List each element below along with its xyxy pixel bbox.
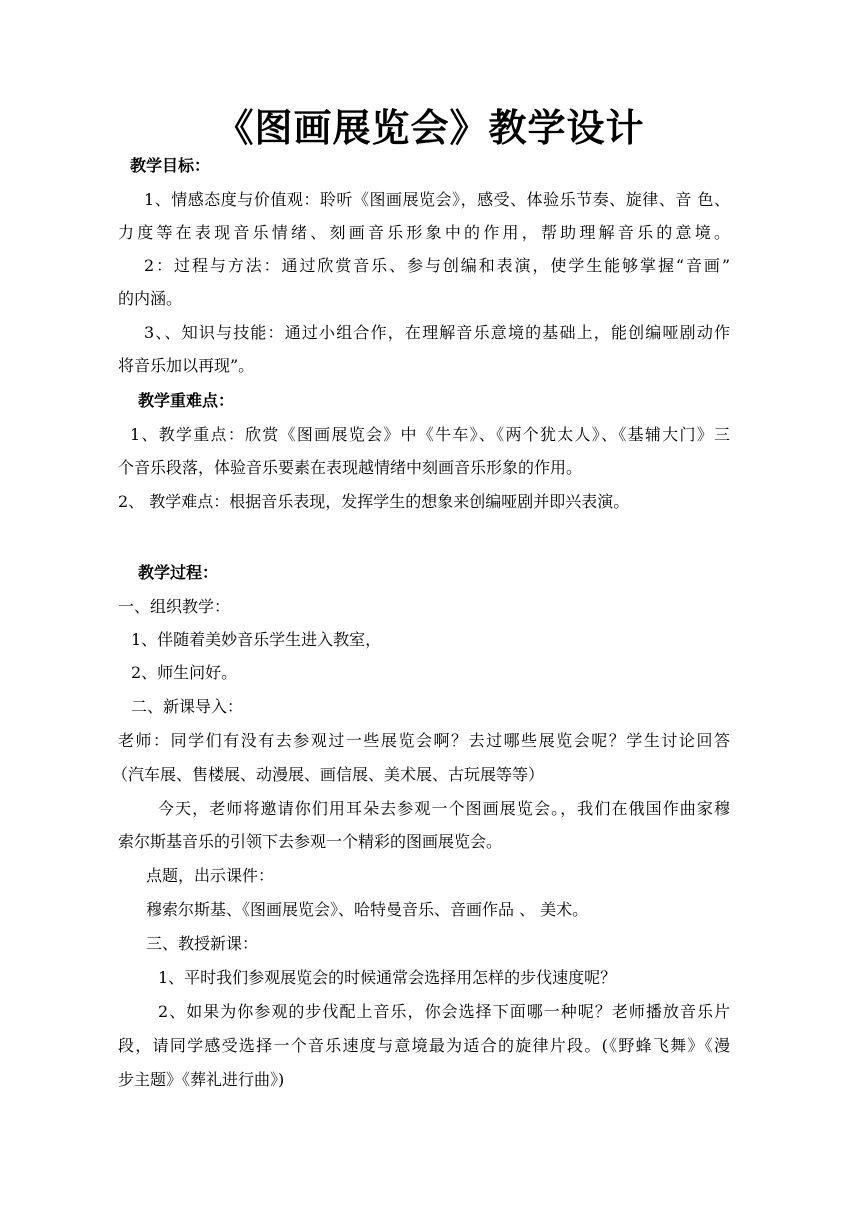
teach-item-2-line-1: 2、如果为你参观的步伐配上音乐，你会选择下面哪一种呢？老师播放音乐片 (158, 1002, 730, 1021)
section-intro-heading: 二、新课导入： (131, 697, 244, 716)
goal-3-line-2: 将音乐加以再现”。 (118, 356, 255, 375)
goal-3-line-1: 3、、知识与技能：通过小组合作，在理解音乐意境的基础上，能创编哑剧动作 (144, 323, 730, 342)
goal-1-line-1: 1、情感态度与价值观：聆听《图画展览会》，感受、体验乐节奏、旋律、音 色、 (144, 190, 730, 209)
organize-item-1: 1、伴随着美妙音乐学生进入教室， (131, 630, 382, 649)
organize-item-2: 2、师生问好。 (131, 663, 238, 682)
intro-line-1: 老师：同学们有没有去参观过一些展览会啊？去过哪些展览会呢？学生讨论回答 (118, 731, 730, 750)
goals-heading: 教学目标： (130, 156, 211, 175)
section-teach-heading: 三、教授新课： (146, 934, 259, 953)
topic-line: 点题，出示课件： (146, 866, 275, 885)
keypoints-heading: 教学重难点： (138, 391, 235, 410)
today-line-2: 索尔斯基音乐的引领下去参观一个精彩的图画展览会。 (118, 832, 503, 851)
section-organize-heading: 一、组织教学： (118, 597, 231, 616)
process-heading: 教学过程： (138, 563, 219, 582)
intro-line-2: （汽车展、售楼展、动漫展、画信展、美术展、古玩展等等） (112, 765, 545, 784)
topic-items: 穆索尔斯基、《图画展览会》、哈特曼音乐、音画作品 、 美术。 (146, 900, 589, 919)
teach-item-2-line-2: 段，请同学感受选择一个音乐速度与意境最为适合的旋律片段。(《野蜂飞舞》《漫 (118, 1036, 730, 1055)
today-line-1: 今天，老师将邀请你们用耳朵去参观一个图画展览会。，我们在俄国作曲家穆 (158, 799, 730, 818)
keypoint-1-line-1: 1、教学重点：欣赏《图画展览会》中《牛车》、《两个犹太人》、《基辅大门》三 (130, 425, 730, 444)
goal-2-line-1: 2：过程与方法：通过欣赏音乐、参与创编和表演，使学生能够掌握“音画” (144, 256, 730, 275)
keypoint-1-line-2: 个音乐段落，体验音乐要素在表现越情绪中刻画音乐形象的作用。 (118, 458, 583, 477)
teach-item-2-line-3: 步主题》《葬礼进行曲》) (118, 1070, 285, 1089)
keypoint-2: 2、 教学难点：根据音乐表现，发挥学生的想象来创编哑剧并即兴表演。 (118, 492, 630, 511)
teach-item-1: 1、平时我们参观展览会的时候通常会选择用怎样的步伐速度呢？ (158, 968, 617, 987)
document-title: 《图画展览会》教学设计 (215, 106, 645, 150)
goal-1-line-2: 力度等在表现音乐情绪、刻画音乐形象中的作用，帮助理解音乐的意境。 (118, 223, 730, 242)
goal-2-line-2: 的内涵。 (118, 289, 183, 308)
